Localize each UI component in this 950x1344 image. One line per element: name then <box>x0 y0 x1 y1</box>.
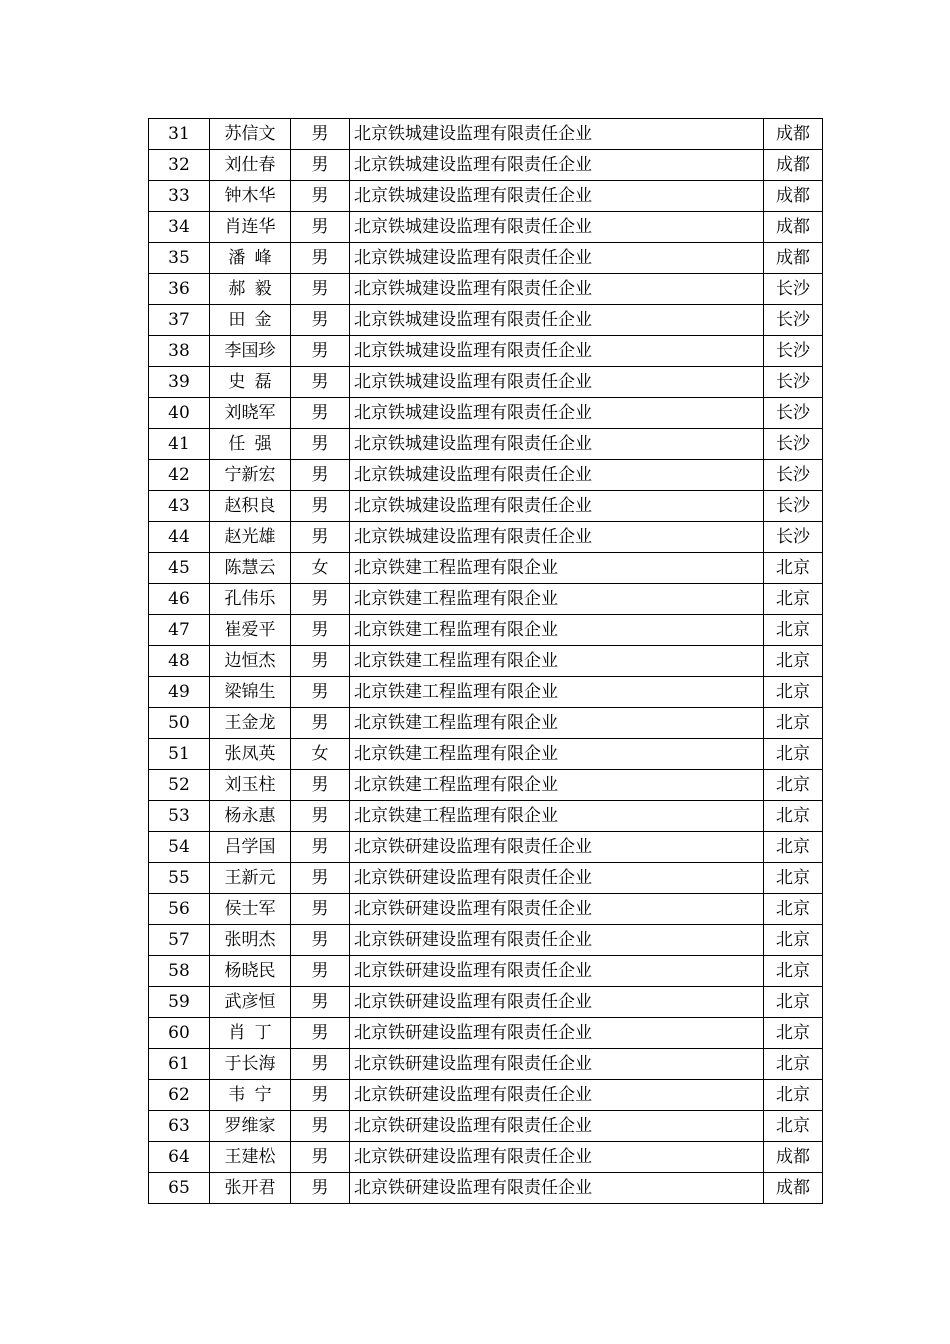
table-row <box>149 460 823 491</box>
person-name-cell: 张开君 <box>210 1173 291 1204</box>
city-cell: 成都 <box>764 243 823 274</box>
table-row <box>149 398 823 429</box>
city-cell: 长沙 <box>764 398 823 429</box>
person-name-cell: 武彦恒 <box>210 987 291 1018</box>
city-cell: 长沙 <box>764 336 823 367</box>
row-number-cell: 42 <box>149 460 210 491</box>
table-row <box>149 150 823 181</box>
person-name-cell: 陈慧云 <box>210 553 291 584</box>
gender-cell: 女 <box>291 739 350 770</box>
person-name-cell: 罗维家 <box>210 1111 291 1142</box>
table-row <box>149 429 823 460</box>
table-row <box>149 925 823 956</box>
company-cell: 北京铁城建设监理有限责任企业 <box>350 429 764 460</box>
city-cell: 长沙 <box>764 274 823 305</box>
row-number-cell: 41 <box>149 429 210 460</box>
gender-cell: 男 <box>291 677 350 708</box>
gender-cell: 男 <box>291 212 350 243</box>
table-row <box>149 863 823 894</box>
row-number-cell: 45 <box>149 553 210 584</box>
table-row <box>149 212 823 243</box>
city-cell: 北京 <box>764 677 823 708</box>
gender-cell: 男 <box>291 615 350 646</box>
row-number-cell: 56 <box>149 894 210 925</box>
company-cell: 北京铁建工程监理有限企业 <box>350 770 764 801</box>
person-name-cell: 肖丁 <box>210 1018 291 1049</box>
table-row <box>149 801 823 832</box>
city-cell: 北京 <box>764 1018 823 1049</box>
table-row <box>149 491 823 522</box>
row-number-cell: 43 <box>149 491 210 522</box>
table-row <box>149 987 823 1018</box>
company-cell: 北京铁城建设监理有限责任企业 <box>350 522 764 553</box>
city-cell: 成都 <box>764 119 823 150</box>
table-row <box>149 1018 823 1049</box>
gender-cell: 男 <box>291 708 350 739</box>
row-number-cell: 37 <box>149 305 210 336</box>
table-row <box>149 336 823 367</box>
city-cell: 长沙 <box>764 367 823 398</box>
row-number-cell: 31 <box>149 119 210 150</box>
row-number-cell: 33 <box>149 181 210 212</box>
city-cell: 长沙 <box>764 305 823 336</box>
company-cell: 北京铁研建设监理有限责任企业 <box>350 925 764 956</box>
company-cell: 北京铁研建设监理有限责任企业 <box>350 1018 764 1049</box>
company-cell: 北京铁建工程监理有限企业 <box>350 553 764 584</box>
company-cell: 北京铁城建设监理有限责任企业 <box>350 150 764 181</box>
table-row <box>149 646 823 677</box>
gender-cell: 男 <box>291 491 350 522</box>
person-name-cell: 田金 <box>210 305 291 336</box>
row-number-cell: 40 <box>149 398 210 429</box>
table-row <box>149 739 823 770</box>
gender-cell: 男 <box>291 646 350 677</box>
row-number-cell: 44 <box>149 522 210 553</box>
table-row <box>149 1142 823 1173</box>
company-cell: 北京铁研建设监理有限责任企业 <box>350 894 764 925</box>
table-row <box>149 956 823 987</box>
person-name-cell: 苏信文 <box>210 119 291 150</box>
person-name-cell: 孔伟乐 <box>210 584 291 615</box>
gender-cell: 男 <box>291 460 350 491</box>
company-cell: 北京铁研建设监理有限责任企业 <box>350 1173 764 1204</box>
company-cell: 北京铁建工程监理有限企业 <box>350 739 764 770</box>
company-cell: 北京铁城建设监理有限责任企业 <box>350 336 764 367</box>
company-cell: 北京铁建工程监理有限企业 <box>350 646 764 677</box>
table-row <box>149 1111 823 1142</box>
gender-cell: 男 <box>291 522 350 553</box>
city-cell: 北京 <box>764 708 823 739</box>
row-number-cell: 64 <box>149 1142 210 1173</box>
person-name-cell: 任强 <box>210 429 291 460</box>
city-cell: 北京 <box>764 832 823 863</box>
person-name-cell: 侯士军 <box>210 894 291 925</box>
city-cell: 北京 <box>764 863 823 894</box>
city-cell: 北京 <box>764 956 823 987</box>
city-cell: 成都 <box>764 181 823 212</box>
city-cell: 长沙 <box>764 491 823 522</box>
city-cell: 长沙 <box>764 429 823 460</box>
company-cell: 北京铁城建设监理有限责任企业 <box>350 181 764 212</box>
table-row <box>149 1173 823 1204</box>
person-name-cell: 史磊 <box>210 367 291 398</box>
person-name-cell: 杨永惠 <box>210 801 291 832</box>
company-cell: 北京铁研建设监理有限责任企业 <box>350 1142 764 1173</box>
company-cell: 北京铁城建设监理有限责任企业 <box>350 243 764 274</box>
row-number-cell: 39 <box>149 367 210 398</box>
person-name-cell: 刘仕春 <box>210 150 291 181</box>
person-name-cell: 郝毅 <box>210 274 291 305</box>
person-name-cell: 吕学国 <box>210 832 291 863</box>
company-cell: 北京铁研建设监理有限责任企业 <box>350 832 764 863</box>
company-cell: 北京铁建工程监理有限企业 <box>350 677 764 708</box>
person-name-cell: 韦宁 <box>210 1080 291 1111</box>
gender-cell: 男 <box>291 1049 350 1080</box>
table-row <box>149 243 823 274</box>
gender-cell: 男 <box>291 336 350 367</box>
company-cell: 北京铁研建设监理有限责任企业 <box>350 1080 764 1111</box>
row-number-cell: 35 <box>149 243 210 274</box>
gender-cell: 男 <box>291 894 350 925</box>
city-cell: 北京 <box>764 987 823 1018</box>
company-cell: 北京铁城建设监理有限责任企业 <box>350 460 764 491</box>
person-name-cell: 边恒杰 <box>210 646 291 677</box>
row-number-cell: 51 <box>149 739 210 770</box>
row-number-cell: 55 <box>149 863 210 894</box>
city-cell: 北京 <box>764 739 823 770</box>
city-cell: 北京 <box>764 584 823 615</box>
gender-cell: 男 <box>291 832 350 863</box>
person-name-cell: 王建松 <box>210 1142 291 1173</box>
city-cell: 北京 <box>764 801 823 832</box>
person-name-cell: 刘玉柱 <box>210 770 291 801</box>
row-number-cell: 63 <box>149 1111 210 1142</box>
row-number-cell: 32 <box>149 150 210 181</box>
row-number-cell: 53 <box>149 801 210 832</box>
row-number-cell: 52 <box>149 770 210 801</box>
row-number-cell: 62 <box>149 1080 210 1111</box>
city-cell: 北京 <box>764 553 823 584</box>
city-cell: 北京 <box>764 1080 823 1111</box>
city-cell: 北京 <box>764 894 823 925</box>
company-cell: 北京铁建工程监理有限企业 <box>350 584 764 615</box>
row-number-cell: 57 <box>149 925 210 956</box>
company-cell: 北京铁城建设监理有限责任企业 <box>350 305 764 336</box>
company-cell: 北京铁研建设监理有限责任企业 <box>350 1111 764 1142</box>
person-name-cell: 王新元 <box>210 863 291 894</box>
table-row <box>149 553 823 584</box>
gender-cell: 男 <box>291 150 350 181</box>
person-name-cell: 赵光雄 <box>210 522 291 553</box>
row-number-cell: 65 <box>149 1173 210 1204</box>
city-cell: 北京 <box>764 615 823 646</box>
person-name-cell: 于长海 <box>210 1049 291 1080</box>
table-row <box>149 367 823 398</box>
company-cell: 北京铁建工程监理有限企业 <box>350 615 764 646</box>
company-cell: 北京铁城建设监理有限责任企业 <box>350 274 764 305</box>
company-cell: 北京铁城建设监理有限责任企业 <box>350 212 764 243</box>
table-row <box>149 305 823 336</box>
gender-cell: 男 <box>291 1173 350 1204</box>
gender-cell: 男 <box>291 770 350 801</box>
person-name-cell: 杨晓民 <box>210 956 291 987</box>
gender-cell: 男 <box>291 367 350 398</box>
table-row <box>149 181 823 212</box>
city-cell: 成都 <box>764 1173 823 1204</box>
company-cell: 北京铁建工程监理有限企业 <box>350 801 764 832</box>
table-row <box>149 708 823 739</box>
gender-cell: 男 <box>291 243 350 274</box>
city-cell: 长沙 <box>764 460 823 491</box>
gender-cell: 男 <box>291 1111 350 1142</box>
person-name-cell: 宁新宏 <box>210 460 291 491</box>
table-row <box>149 1080 823 1111</box>
roster-body <box>149 119 823 1204</box>
row-number-cell: 36 <box>149 274 210 305</box>
row-number-cell: 59 <box>149 987 210 1018</box>
city-cell: 成都 <box>764 150 823 181</box>
person-name-cell: 赵积良 <box>210 491 291 522</box>
person-name-cell: 王金龙 <box>210 708 291 739</box>
table-row <box>149 677 823 708</box>
person-name-cell: 张明杰 <box>210 925 291 956</box>
table-row <box>149 584 823 615</box>
table-row <box>149 770 823 801</box>
company-cell: 北京铁城建设监理有限责任企业 <box>350 491 764 522</box>
city-cell: 成都 <box>764 1142 823 1173</box>
company-cell: 北京铁研建设监理有限责任企业 <box>350 956 764 987</box>
gender-cell: 男 <box>291 925 350 956</box>
row-number-cell: 38 <box>149 336 210 367</box>
gender-cell: 女 <box>291 553 350 584</box>
company-cell: 北京铁城建设监理有限责任企业 <box>350 119 764 150</box>
company-cell: 北京铁研建设监理有限责任企业 <box>350 863 764 894</box>
table-row <box>149 832 823 863</box>
table-row <box>149 119 823 150</box>
gender-cell: 男 <box>291 181 350 212</box>
city-cell: 北京 <box>764 1111 823 1142</box>
company-cell: 北京铁研建设监理有限责任企业 <box>350 987 764 1018</box>
company-cell: 北京铁城建设监理有限责任企业 <box>350 398 764 429</box>
city-cell: 北京 <box>764 925 823 956</box>
person-name-cell: 钟木华 <box>210 181 291 212</box>
person-name-cell: 潘峰 <box>210 243 291 274</box>
row-number-cell: 48 <box>149 646 210 677</box>
gender-cell: 男 <box>291 987 350 1018</box>
gender-cell: 男 <box>291 956 350 987</box>
gender-cell: 男 <box>291 305 350 336</box>
gender-cell: 男 <box>291 1080 350 1111</box>
gender-cell: 男 <box>291 398 350 429</box>
city-cell: 北京 <box>764 1049 823 1080</box>
person-name-cell: 李国珍 <box>210 336 291 367</box>
person-name-cell: 崔爱平 <box>210 615 291 646</box>
person-name-cell: 刘晓军 <box>210 398 291 429</box>
roster-table <box>148 118 823 1204</box>
person-name-cell: 肖连华 <box>210 212 291 243</box>
gender-cell: 男 <box>291 1142 350 1173</box>
company-cell: 北京铁城建设监理有限责任企业 <box>350 367 764 398</box>
city-cell: 北京 <box>764 646 823 677</box>
gender-cell: 男 <box>291 584 350 615</box>
gender-cell: 男 <box>291 274 350 305</box>
person-name-cell: 张凤英 <box>210 739 291 770</box>
row-number-cell: 49 <box>149 677 210 708</box>
table-row <box>149 615 823 646</box>
city-cell: 北京 <box>764 770 823 801</box>
row-number-cell: 58 <box>149 956 210 987</box>
table-row <box>149 894 823 925</box>
row-number-cell: 60 <box>149 1018 210 1049</box>
table-row <box>149 274 823 305</box>
row-number-cell: 54 <box>149 832 210 863</box>
gender-cell: 男 <box>291 801 350 832</box>
table-row <box>149 1049 823 1080</box>
table-row <box>149 522 823 553</box>
city-cell: 长沙 <box>764 522 823 553</box>
person-name-cell: 梁锦生 <box>210 677 291 708</box>
gender-cell: 男 <box>291 1018 350 1049</box>
row-number-cell: 61 <box>149 1049 210 1080</box>
company-cell: 北京铁建工程监理有限企业 <box>350 708 764 739</box>
row-number-cell: 47 <box>149 615 210 646</box>
row-number-cell: 34 <box>149 212 210 243</box>
city-cell: 成都 <box>764 212 823 243</box>
gender-cell: 男 <box>291 119 350 150</box>
row-number-cell: 46 <box>149 584 210 615</box>
gender-cell: 男 <box>291 429 350 460</box>
row-number-cell: 50 <box>149 708 210 739</box>
company-cell: 北京铁研建设监理有限责任企业 <box>350 1049 764 1080</box>
gender-cell: 男 <box>291 863 350 894</box>
